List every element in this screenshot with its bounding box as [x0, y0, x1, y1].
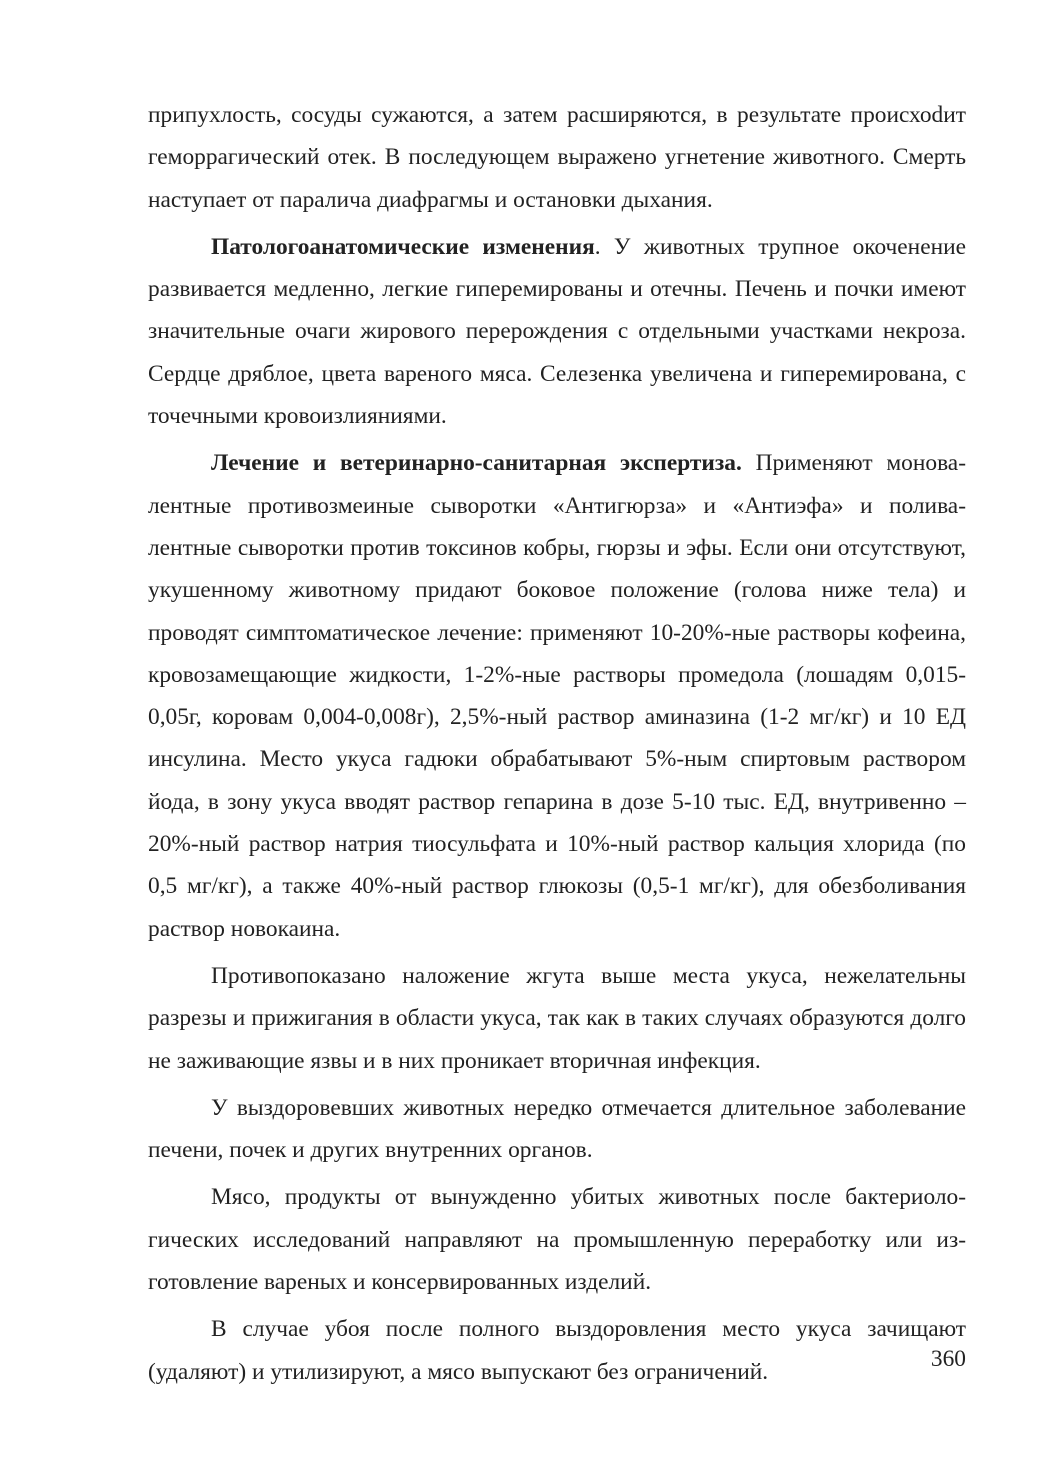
section-heading-treatment: Лечение и ветеринарно-санитарная экспертиза.	[211, 450, 742, 477]
paragraph-contraindications	[148, 955, 966, 1082]
section-heading-pathology: Патологоанатомические изменения	[211, 233, 595, 260]
paragraph-meat-processing	[148, 1176, 966, 1303]
paragraph-text: Мясо, продукты от вынужденно убитых животных после бактериологических исследований направляют на промышленную переработку или изготовление вареных и консервированных изделий.	[148, 1184, 966, 1296]
paragraph-symptoms-end	[148, 94, 966, 221]
paragraph-text: припухлость, сосуды сужаются, а затем расширяются, в результате происхоdит геморрагический отек. В последующем выражено угнетение животного. Смерть наступает от паралича диафрагмы и остановки дыхания.	[148, 102, 966, 213]
paragraph-text: В случае убоя после полного выздоровления место укуса зачищают (удаляют) и утилизируют, а мясо выпускают без ограничений.	[148, 1316, 966, 1385]
page-number: 360	[930, 1346, 966, 1372]
paragraph-text: . У животных трупное окоченение развивается медленно, легкие гиперемированы и отечны. Печень и почки имеют значительные очаги жирового перерождения с отдельными участками некроза. Сердце дряблое, цвета вареного мяса. Селезенка увеличена и гиперемирована, с точечными кровоизлияниями.	[148, 233, 966, 430]
paragraph-text: Применяют моновалентные противозмеиные сыворотки «Антигюрза» и «Антиэфа» и поливалентные сыворотки против токсинов кобры, гюрзы и эфы. Если они отсутствуют, укушенному животному придают боковое положение (голова ниже тела) и проводят симптоматическое лечение: применяют 10-20%-ные растворы кофеина, кровозамещающие жидкости, 1-2%-ные растворы промедола (лошадям 0,015-0,05г, коровам 0,004-0,008г), 2,5%-ный раствор аминазина (1-2 мг/кг) и 10 ЕД инсулина. Место укуса гадюки обрабатывают 5%-ным спиртовым раствором йода, в зону укуса вводят раствор гепарина в дозе 5-10 тыс. ЕД, внутривенно – 20%-ный раствор натрия тиосульфата и 10%-ный раствор кальция хлорида (по 0,5 мг/кг), а также 40%-ный раствор глюкозы (0,5-1 мг/кг), для обезболивания раствор новокаина.	[148, 450, 966, 942]
paragraph-recovery	[148, 1087, 966, 1172]
paragraph-treatment	[148, 442, 966, 950]
paragraph-slaughter	[148, 1308, 966, 1393]
paragraph-text: У выздоровевших животных нередко отмечается длительное заболевание печени, почек и других внутренних органов.	[148, 1094, 966, 1164]
paragraph-pathology	[148, 226, 966, 437]
paragraph-text: Противопоказано наложение жгута выше места укуса, нежелательны разрезы и прижигания в области укуса, так как в таких случаях образуются долго не заживающие язвы и в них проникает вторичная инфекция.	[148, 962, 966, 1074]
page-body	[148, 94, 966, 1393]
